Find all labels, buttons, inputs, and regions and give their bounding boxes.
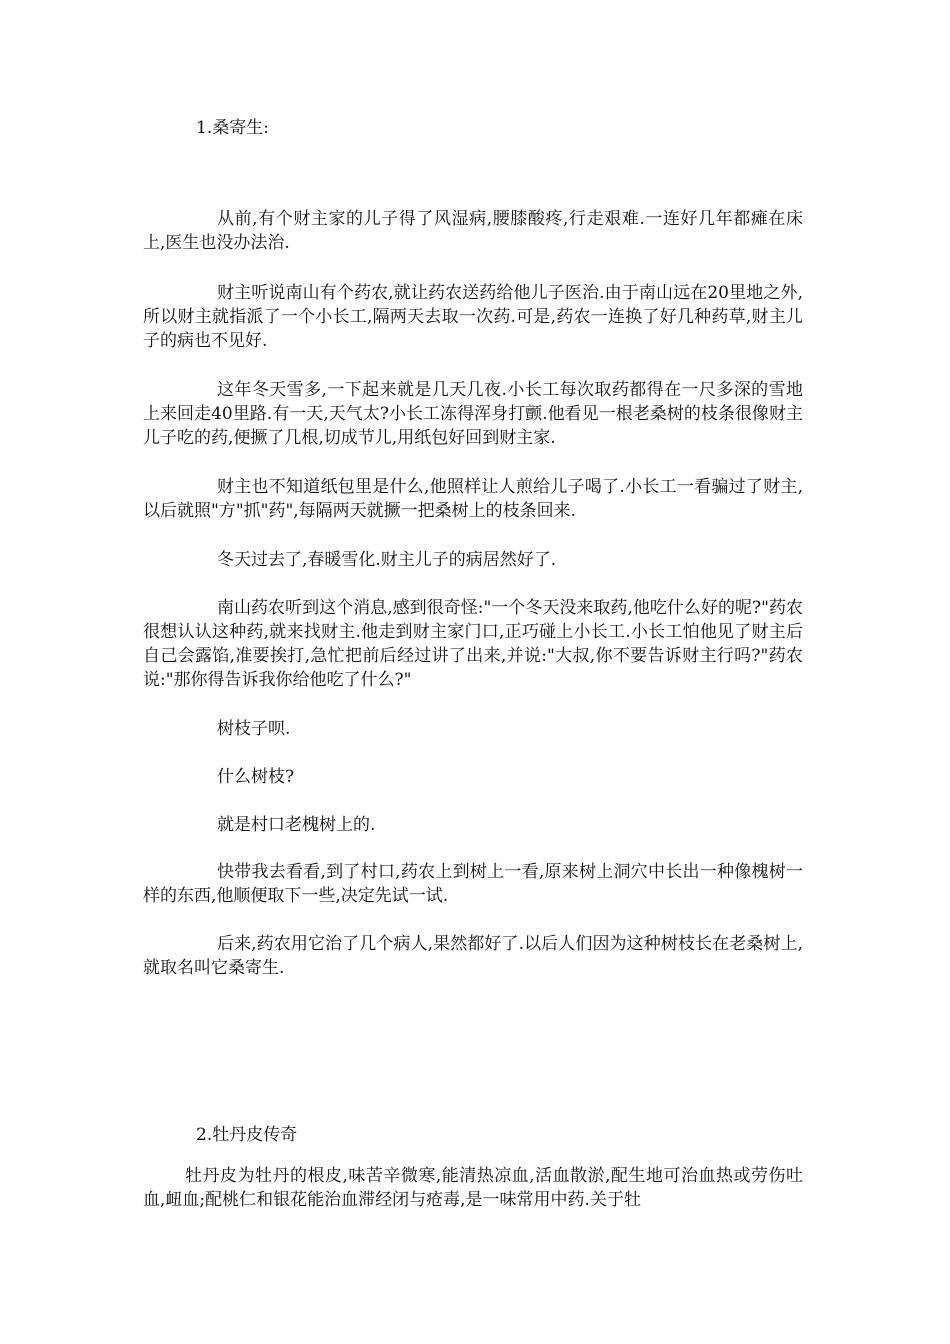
paragraph: 财主听说南山有个药农,就让药农送药给他儿子医治.由于南山远在20里地之外,所以财主就指派了一个小长工,隔两天去取一次药.可是,药农一连换了好几种药草,财主儿子的病也不见好. <box>143 283 803 351</box>
paragraph: 快带我去看看,到了村口,药农上到树上一看,原来树上洞穴中长出一种像槐树一样的东西,他顺便取下一些,决定先试一试. <box>143 862 803 906</box>
paragraph: 从前,有个财主家的儿子得了风湿病,腰膝酸疼,行走艰难.一连好几年都瘫在床上,医生也没办法治. <box>143 209 803 253</box>
paragraph: 什么树枝? <box>217 767 295 787</box>
paragraph: 就是村口老槐树上的. <box>217 815 376 835</box>
paragraph: 这年冬天雪多,一下起来就是几天几夜.小长工每次取药都得在一尺多深的雪地上来回走40里路.有一天,天气太?小长工冻得浑身打颤.他看见一根老桑树的枝条很像财主儿子吃的药,便撅了几根,切成节儿,用纸包好回到财主家. <box>143 380 803 448</box>
section-1-heading: 1.桑寄生: <box>196 118 269 138</box>
paragraph: 南山药农听到这个消息,感到很奇怪:"一个冬天没来取药,他吃什么好的呢?"药农很想认认这种药,就来找财主.他走到财主家门口,正巧碰上小长工.小长工怕他见了财主后自己会露馅,准要挨打,急忙把前后经过讲了出来,并说:"大叔,你不要告诉财主行吗?"药农说:"那你得告诉我你给他吃了什么?" <box>143 598 803 690</box>
paragraph: 后来,药农用它治了几个病人,果然都好了.以后人们因为这种树枝长在老桑树上,就取名叫它桑寄生. <box>143 934 803 978</box>
paragraph: 冬天过去了,春暖雪化.财主儿子的病居然好了. <box>217 550 557 570</box>
paragraph: 树枝子呗. <box>217 719 291 739</box>
section-2-heading: 2.牡丹皮传奇 <box>196 1125 298 1145</box>
paragraph: 财主也不知道纸包里是什么,他照样让人煎给儿子喝了.小长工一看骗过了财主,以后就照"方"抓"药",每隔两天就撅一把桑树上的枝条回来. <box>143 477 803 521</box>
paragraph: 牡丹皮为牡丹的根皮,味苦辛微寒,能清热凉血,活血散淤,配生地可治血热或劳伤吐血,衄血;配桃仁和银花能治血滞经闭与疮毒,是一味常用中药.关于牡 <box>143 1166 803 1210</box>
